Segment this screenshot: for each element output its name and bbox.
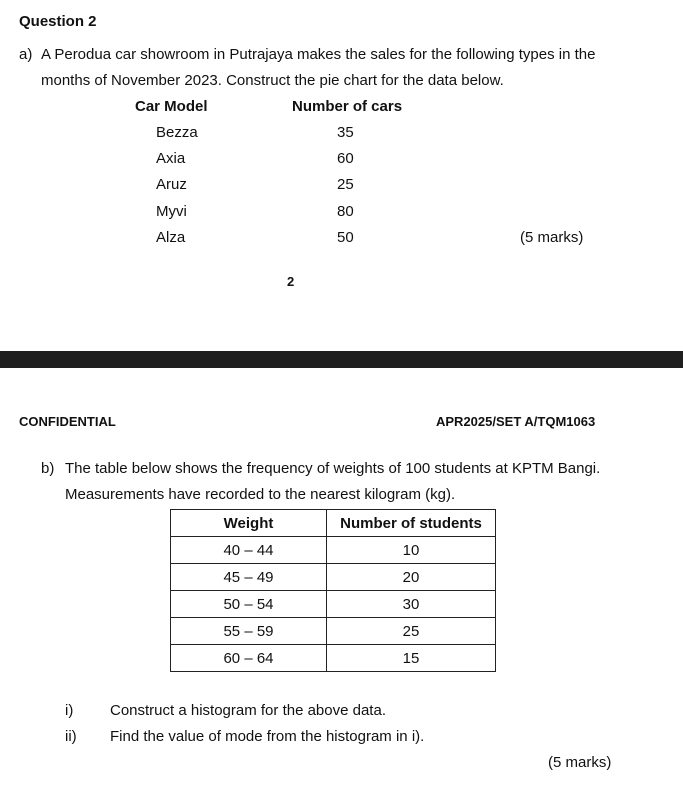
part-a-line-2: months of November 2023. Construct the pie chart for the data below. <box>41 72 504 89</box>
car-model-header: Car Model <box>135 98 208 115</box>
number-of-cars-header: Number of cars <box>292 98 403 115</box>
weight-frequency-table <box>170 509 496 672</box>
car-model-cell: Alza <box>156 229 186 246</box>
weight-cell: 55 – 59 <box>171 618 327 645</box>
part-b-line-1: The table below shows the frequency of weights of 100 students at KPTM Bangi. <box>65 460 601 477</box>
car-model-cell: Myvi <box>156 203 187 220</box>
page-number: 2 <box>287 274 295 289</box>
car-count-cell: 60 <box>337 150 354 167</box>
students-cell: 10 <box>327 537 496 564</box>
part-b-marks: (5 marks) <box>548 754 612 771</box>
sub-item-text: Find the value of mode from the histogram in i). <box>110 728 425 745</box>
sub-item-text: Construct a histogram for the above data. <box>110 702 386 719</box>
table-row <box>171 564 496 591</box>
page-divider <box>0 351 683 368</box>
weight-cell: 45 – 49 <box>171 564 327 591</box>
car-count-cell: 80 <box>337 203 354 220</box>
students-cell: 25 <box>327 618 496 645</box>
table-row <box>171 618 496 645</box>
sub-item-label: ii) <box>65 728 77 745</box>
paper-code-header: APR2025/SET A/TQM1063 <box>436 414 596 429</box>
students-header: Number of students <box>327 510 496 537</box>
students-cell: 20 <box>327 564 496 591</box>
car-model-cell: Bezza <box>156 124 198 141</box>
confidential-header: CONFIDENTIAL <box>19 414 116 429</box>
table-header-row <box>171 510 496 537</box>
car-count-cell: 35 <box>337 124 354 141</box>
part-b-label: b) <box>41 460 55 477</box>
sub-item-label: i) <box>65 702 74 719</box>
table-row <box>171 645 496 672</box>
students-cell: 30 <box>327 591 496 618</box>
weight-header: Weight <box>171 510 327 537</box>
part-a-line-1: A Perodua car showroom in Putrajaya makes the sales for the following types in the <box>41 46 596 63</box>
car-model-cell: Axia <box>156 150 186 167</box>
weight-cell: 60 – 64 <box>171 645 327 672</box>
question-title: Question 2 <box>19 13 97 30</box>
car-count-cell: 25 <box>337 176 354 193</box>
part-a-marks: (5 marks) <box>520 229 584 246</box>
car-model-cell: Aruz <box>156 176 187 193</box>
part-b-line-2: Measurements have recorded to the nearest kilogram (kg). <box>65 486 456 503</box>
weight-cell: 40 – 44 <box>171 537 327 564</box>
part-a-label: a) <box>19 46 33 63</box>
students-cell: 15 <box>327 645 496 672</box>
car-count-cell: 50 <box>337 229 354 246</box>
table-row <box>171 537 496 564</box>
weight-cell: 50 – 54 <box>171 591 327 618</box>
table-row <box>171 591 496 618</box>
